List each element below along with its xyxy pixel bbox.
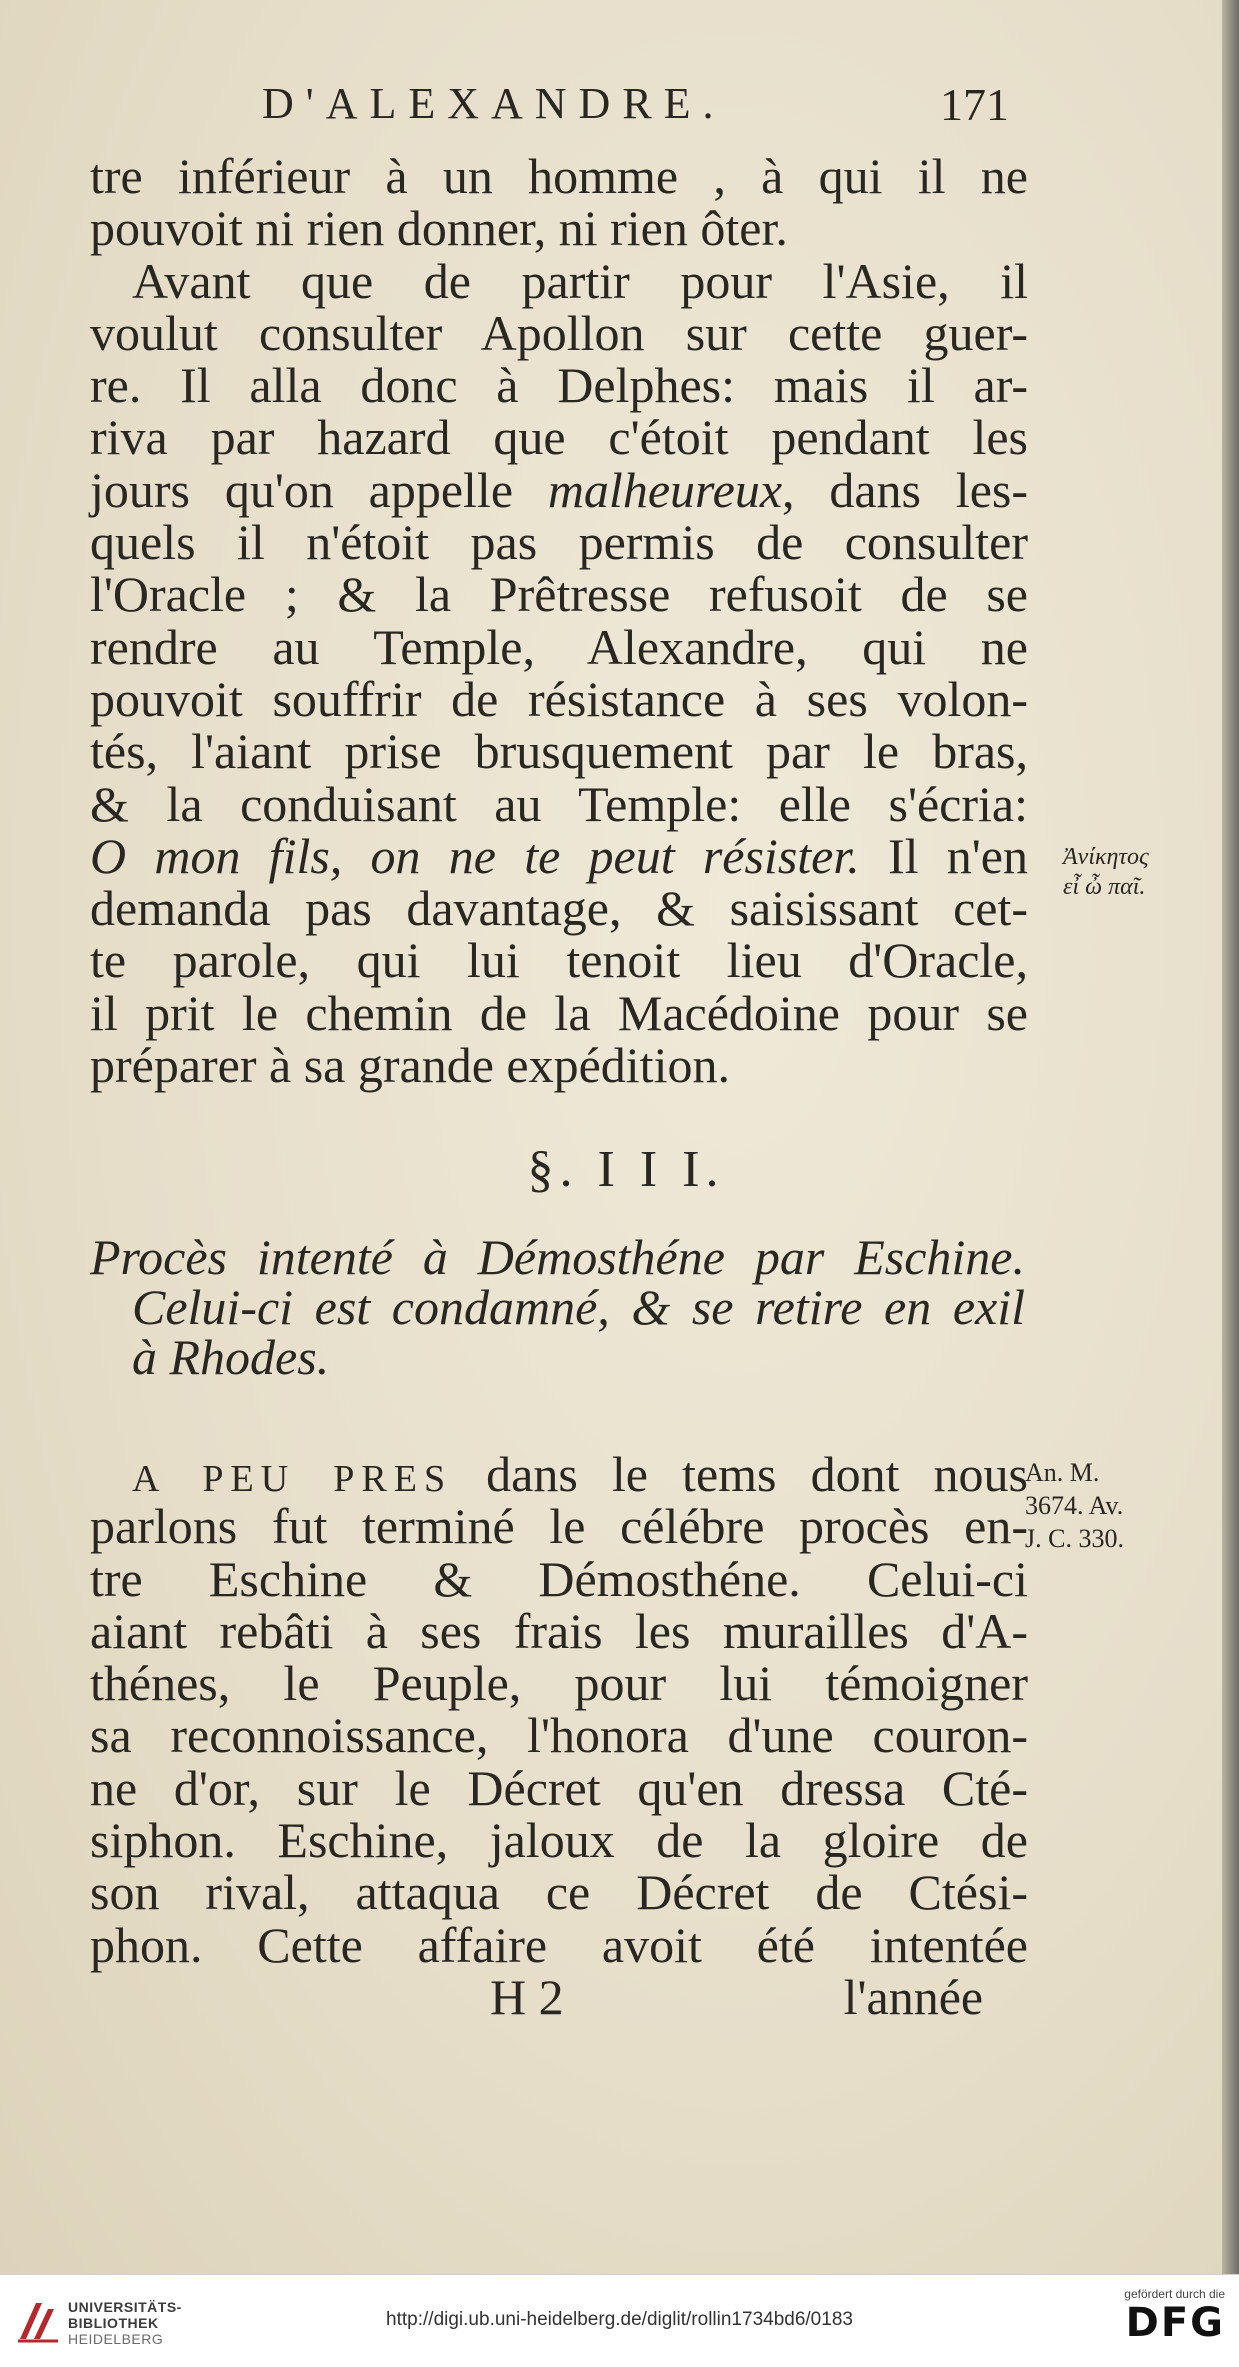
text-line	[90, 1448, 1028, 1500]
institution-line: HEIDELBERG	[68, 2331, 164, 2347]
text-line	[90, 461, 1028, 518]
italic-quote: O mon fils, on ne te peut résister.	[90, 827, 860, 884]
text-line: l'Oracle ; & la Prêtresse refusoit de se	[90, 566, 1028, 623]
text-run: , dans les-	[782, 461, 1028, 518]
text-line: préparer à sa grande expédition.	[90, 1037, 730, 1094]
margin-line: Ἀνίκητος	[1063, 844, 1149, 870]
margin-note-greek	[1063, 842, 1149, 902]
institution-line: BIBLIOTHEK	[68, 2315, 159, 2331]
margin-line: εἶ ὦ παῖ.	[1063, 874, 1146, 900]
text-line: tés, l'aiant prise brusquement par le bras,	[90, 723, 1028, 780]
text-line: ne d'or, sur le Décret qu'en dressa Cté-	[90, 1759, 1028, 1816]
permalink-url[interactable]: http://digi.ub.uni-heidelberg.de/diglit/rollin1734bd6/0183	[386, 2309, 853, 2330]
text-run: Il n'en	[859, 827, 1029, 884]
text-line: sa reconnoissance, l'honora d'une couron-	[90, 1707, 1028, 1764]
text-line: siphon. Eschine, jaloux de la gloire de	[90, 1812, 1028, 1869]
text-line: il prit le chemin de la Macédoine pour se	[90, 984, 1028, 1041]
italic-term: malheureux	[547, 461, 783, 518]
summary-line: Celui-ci est condamné, & se retire en exil	[132, 1279, 1025, 1335]
margin-note-date	[1025, 1456, 1124, 1555]
text-line: re. Il alla donc à Delphes: mais il ar-	[90, 357, 1028, 414]
body-text-bottom	[90, 1448, 1028, 2023]
margin-line: An. M.	[1025, 1458, 1100, 1487]
small-caps-opening: A PEU PRES	[132, 1458, 453, 1500]
summary-line: Procès intenté à Démosthéne par Eschine.	[90, 1229, 1025, 1285]
text-line: demanda pas davantage, & saisissant cet-	[90, 880, 1028, 937]
catchword: l'année	[843, 1968, 984, 2025]
text-line	[90, 827, 1029, 884]
text-line: te parole, qui lui tenoit lieu d'Oracle,	[90, 932, 1028, 989]
margin-line: J. C. 330.	[1025, 1524, 1124, 1553]
sponsor-label: gefördert durch die	[1124, 2287, 1225, 2301]
text-line: & la conduisant au Temple: elle s'écria:	[90, 775, 1028, 832]
sponsor-block	[1124, 2287, 1225, 2345]
text-line: Avant que de partir pour l'Asie, il	[132, 252, 1028, 309]
text-line: rendre au Temple, Alexandre, qui ne	[90, 618, 1028, 675]
text-run: dans le tems dont nous	[452, 1446, 1028, 1502]
dfg-logo: DFG	[1125, 2300, 1225, 2346]
page-edge-shadow	[1222, 0, 1239, 2274]
text-line: voulut consulter Apollon sur cette guer-	[90, 304, 1028, 361]
text-line: parlons fut terminé le célébre procès en-	[90, 1498, 1028, 1555]
body-text-top	[90, 148, 1029, 1094]
text-line: phon. Cette affaire avoit été intentée	[90, 1916, 1028, 1973]
text-line: pouvoit souffrir de résistance à ses volon-	[90, 670, 1028, 727]
running-title: D'ALEXANDRE.	[262, 79, 726, 128]
running-header	[0, 78, 1222, 138]
text-line: aiant rebâti à ses frais les murailles d'A-	[90, 1602, 1028, 1659]
text-line: son rival, attaqua ce Décret de Ctési-	[90, 1864, 1028, 1921]
text-line: tre Eschine & Démosthéne. Celui-ci	[90, 1550, 1028, 1607]
text-line: thénes, le Peuple, pour lui témoigner	[90, 1655, 1028, 1712]
text-line: riva par hazard que c'étoit pendant les	[90, 409, 1028, 466]
viewer-footer	[0, 2274, 1239, 2367]
signature-line	[90, 1968, 1028, 2025]
text-line: tre inférieur à un homme , à qui il ne	[90, 148, 1028, 204]
text-line: quels il n'étoit pas permis de consulter	[90, 514, 1028, 571]
margin-line: 3674. Av.	[1025, 1491, 1124, 1520]
page-number: 171	[940, 79, 1009, 130]
text-line: pouvoit ni rien donner, ni rien ôter.	[90, 200, 788, 257]
section-heading: §. I I I.	[527, 1141, 725, 1198]
summary-line: à Rhodes.	[132, 1329, 330, 1385]
institution-line: UNIVERSITÄTS-	[68, 2299, 182, 2315]
signature-mark: H 2	[490, 1968, 564, 2025]
text-run: jours qu'on appelle	[90, 461, 548, 518]
section-summary	[90, 1229, 1025, 1385]
